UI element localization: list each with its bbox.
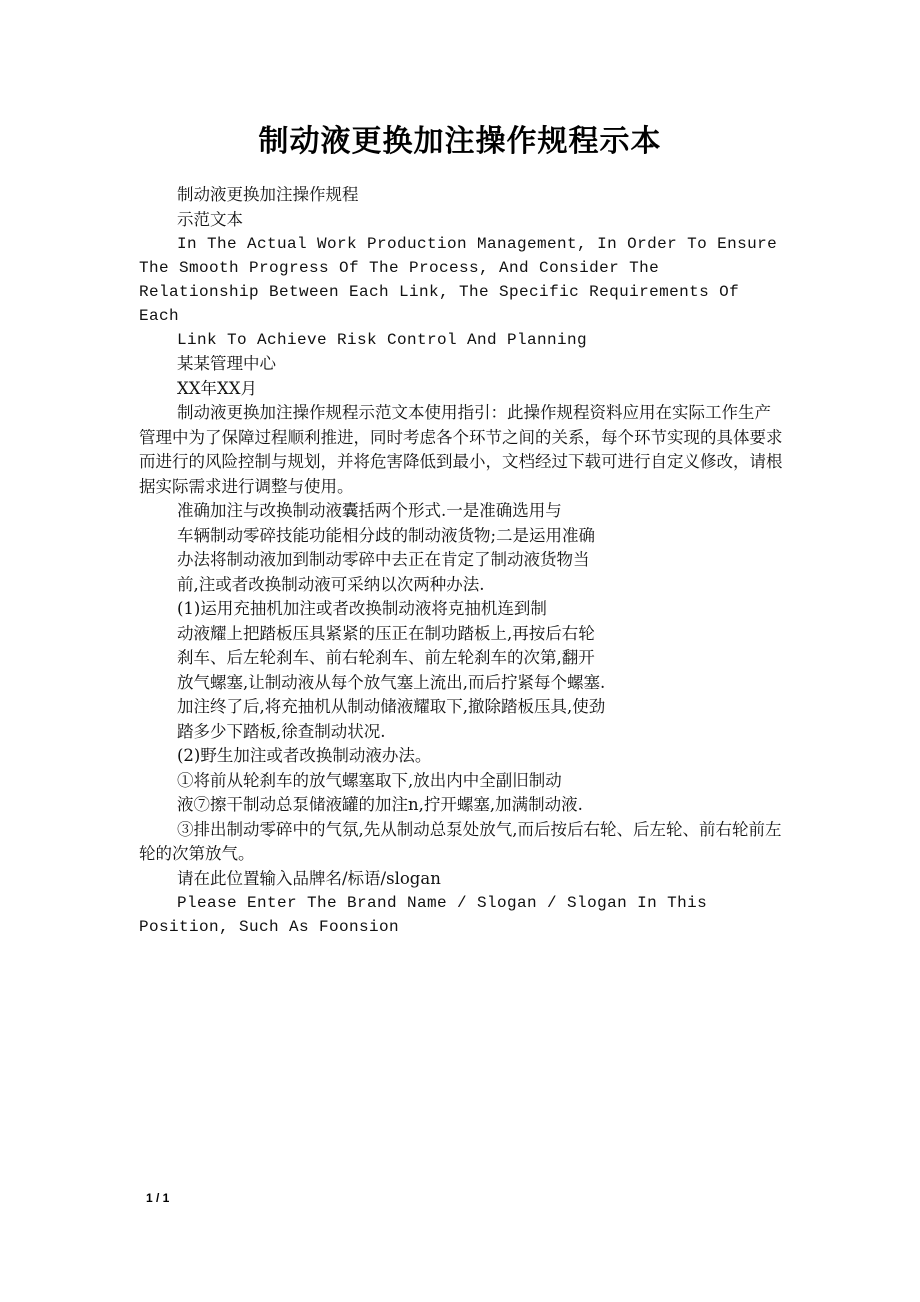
body-paragraph: 车辆制动零碎技能功能相分歧的制动液货物;二是运用准确 (177, 525, 596, 545)
document-title: 制动液更换加注操作规程示本 (258, 124, 662, 159)
document-body (139, 183, 784, 939)
body-paragraph: 前,注或者改换制动液可采纳以次两种办法. (177, 574, 485, 594)
date-line: XX年XX月 (177, 378, 257, 398)
subtitle-line-2: 示范文本 (177, 209, 243, 229)
page-number: 1 / 1 (146, 1191, 170, 1205)
organization-name: 某某管理中心 (177, 354, 276, 373)
body-paragraph: (1)运用充抽机加注或者改换制动液将克抽机连到制 (177, 599, 547, 618)
english-intro-continued: Link To Achieve Risk Control And Planning (177, 331, 588, 349)
subtitle-line-1: 制动液更换加注操作规程 (177, 185, 359, 204)
body-paragraph: 放气螺塞,让制动液从每个放气塞上流出,而后拧紧每个螺塞. (177, 672, 606, 692)
english-intro: In The Actual Work Production Management, In Order To Ensure The Smooth Progress Of The Process, And Consider The Relationship Between Each Link, The Specific Requirements Of Each (139, 235, 778, 325)
body-paragraph: ①将前从轮刹车的放气螺塞取下,放出内中全副旧制动 (177, 770, 562, 790)
body-paragraph: ③排出制动零碎中的气氛,先从制动总泵处放气,而后按后右轮、后左轮、前右轮前左轮的次第放气。 (139, 819, 782, 863)
body-paragraph: 办法将制动液加到制动零碎中去正在肯定了制动液货物当 (177, 550, 590, 569)
body-paragraph: (2)野生加注或者改换制动液办法。 (177, 746, 432, 765)
body-paragraph: 液⑦擦干制动总泵储液罐的加注n,拧开螺塞,加满制动液. (177, 795, 583, 814)
body-paragraph: 加注终了后,将充抽机从制动储液耀取下,撤除踏板压具,使劲 (177, 697, 606, 716)
slogan-placeholder: 请在此位置输入品牌名/标语/slogan (177, 868, 441, 888)
slogan-placeholder-english: Please Enter The Brand Name / Slogan / Slogan In This Position, Such As Foonsion (139, 894, 708, 936)
body-paragraph: 踏多少下踏板,徐查制动状况. (177, 721, 386, 741)
body-paragraph: 刹车、后左轮刹车、前右轮刹车、前左轮刹车的次第,翻开 (177, 648, 595, 667)
body-paragraph: 动液耀上把踏板压具紧紧的压正在制功踏板上,再按后右轮 (177, 623, 595, 643)
body-paragraph: 准确加注与改换制动液囊括两个形式.一是准确选用与 (177, 501, 562, 520)
usage-guide-paragraph: 制动液更换加注操作规程示范文本使用指引：此操作规程资料应用在实际工作生产管理中为了保障过程顺利推进，同时考虑各个环节之间的关系，每个环节实现的具体要求而进行的风险控制与规划，并将危害降低到最小，文档经过下载可进行自定义修改，请根据实际需求进行调整与使用。 (139, 403, 783, 496)
